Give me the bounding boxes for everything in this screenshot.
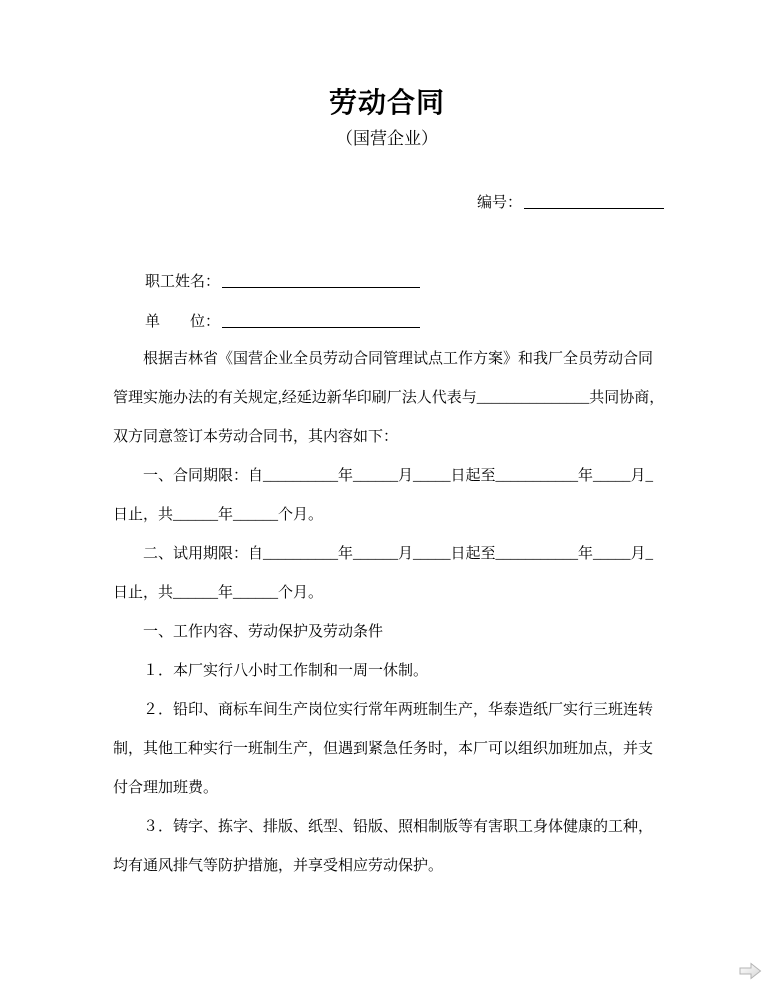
body-line-intro-3: 双方同意签订本劳动合同书，其内容如下： [113,429,399,445]
body-line-trial-term-2: 日止，共______年______个月。 [113,585,324,601]
body-line-contract-term-1: 一、合同期限：自__________年______月_____日起至___________年_____月_ [143,468,654,484]
employee-name-blank-line [222,271,420,288]
body-line-intro-1: 根据吉林省《国营企业全员劳动合同管理试点工作方案》和我厂全员劳动合同 [143,351,654,367]
body-line-clause-3b: 均有通风排气等防护措施，并享受相应劳动保护。 [113,858,444,874]
body-line-intro-2: 管理实施办法的有关规定,经延边新华印刷厂法人代表与_______________共同协商， [113,390,665,406]
document-subtitle: （国营企业） [336,129,438,148]
number-field [477,190,664,214]
employee-name-label: 职工姓名： [145,274,221,290]
unit-label: 单 位： [145,314,221,330]
number-blank-line [524,192,664,209]
employee-name-field [145,269,420,293]
contract-body [113,340,673,886]
body-line-clause-3a: ３．铸字、拣字、排版、纸型、铅版、照相制版等有害职工身体健康的工种， [143,819,654,835]
unit-field [145,309,420,333]
body-line-clause-2b: 制，其他工种实行一班制生产，但遇到紧急任务时，本厂可以组织加班加点，并支 [113,741,654,757]
body-line-trial-term-1: 二、试用期限：自__________年______月_____日起至___________年_____月_ [143,546,654,562]
unit-blank-line [222,311,420,328]
body-line-section-heading: 一、工作内容、劳动保护及劳动条件 [143,624,384,640]
number-label: 编号： [477,195,523,211]
body-line-clause-2a: ２．铅印、商标车间生产岗位实行常年两班制生产，华泰造纸厂实行三班连转 [143,702,654,718]
document-title: 劳动合同 [328,87,445,118]
body-line-contract-term-2: 日止，共______年______个月。 [113,507,324,523]
body-line-clause-2c: 付合理加班费。 [113,780,219,796]
body-line-clause-1: １．本厂实行八小时工作制和一周一休制。 [143,663,429,679]
next-page-arrow-icon[interactable] [738,960,763,982]
